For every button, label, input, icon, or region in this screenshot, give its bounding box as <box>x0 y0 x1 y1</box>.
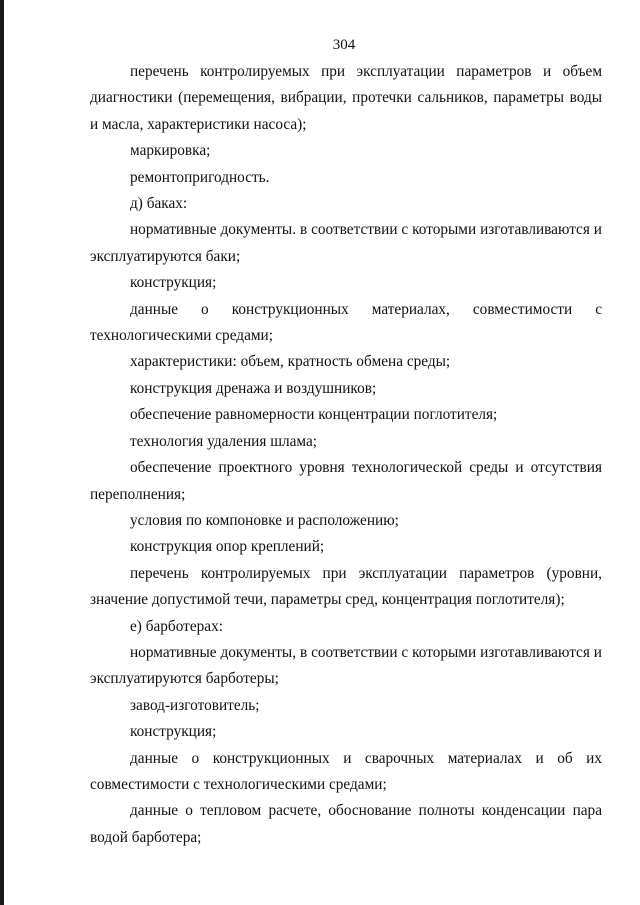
paragraph: характеристики: объем, кратность обмена среды; <box>130 353 451 371</box>
paragraph: условия по компоновке и расположению; <box>130 511 399 529</box>
paragraph: конструкция; <box>130 723 217 741</box>
paragraph: е) барботерах: <box>130 617 223 635</box>
page-number: 304 <box>332 37 356 53</box>
paragraph: данные о тепловом расчете, обоснование полноты конденсации пара водой барботера; <box>90 802 602 846</box>
paragraph: завод-изготовитель; <box>130 696 260 714</box>
paragraph: данные о конструкционных и сварочных материалах и об их совместимости с технологическими средами; <box>90 749 602 793</box>
paragraph: перечень контролируемых при эксплуатации параметров (уровни, значение допустимой течи, параметры сред, концентрация поглотителя); <box>90 564 602 609</box>
paragraph: конструкция опор креплений; <box>130 538 325 556</box>
paragraph: д) баках: <box>130 195 188 213</box>
paragraph: перечень контролируемых при эксплуатации параметров и объем диагностики (перемещения, вибрации, протечки сальников, параметры воды и масла, характеристики насоса); <box>90 63 602 133</box>
page-edge <box>0 0 4 905</box>
paragraph: ремонтопригодность. <box>130 168 270 186</box>
paragraph: конструкция дренажа и воздушников; <box>130 379 377 397</box>
paragraph: маркировка; <box>130 142 211 160</box>
paragraph: обеспечение проектного уровня технологической среды и отсутствия переполнения; <box>90 459 602 503</box>
paragraph: обеспечение равномерности концентрации поглотителя; <box>130 406 498 424</box>
paragraph: конструкция; <box>130 274 217 292</box>
paragraph: нормативные документы, в соответствии с которыми изготавливаются и эксплуатируются барботеры; <box>90 643 602 688</box>
paragraph: нормативные документы. в соответствии с которыми изготавливаются и эксплуатируются баки; <box>90 221 602 265</box>
paragraph: данные о конструкционных материалах, совместимости с технологическими средами; <box>90 300 602 345</box>
paragraph: технология удаления шлама; <box>130 432 318 450</box>
document-body <box>90 59 602 851</box>
